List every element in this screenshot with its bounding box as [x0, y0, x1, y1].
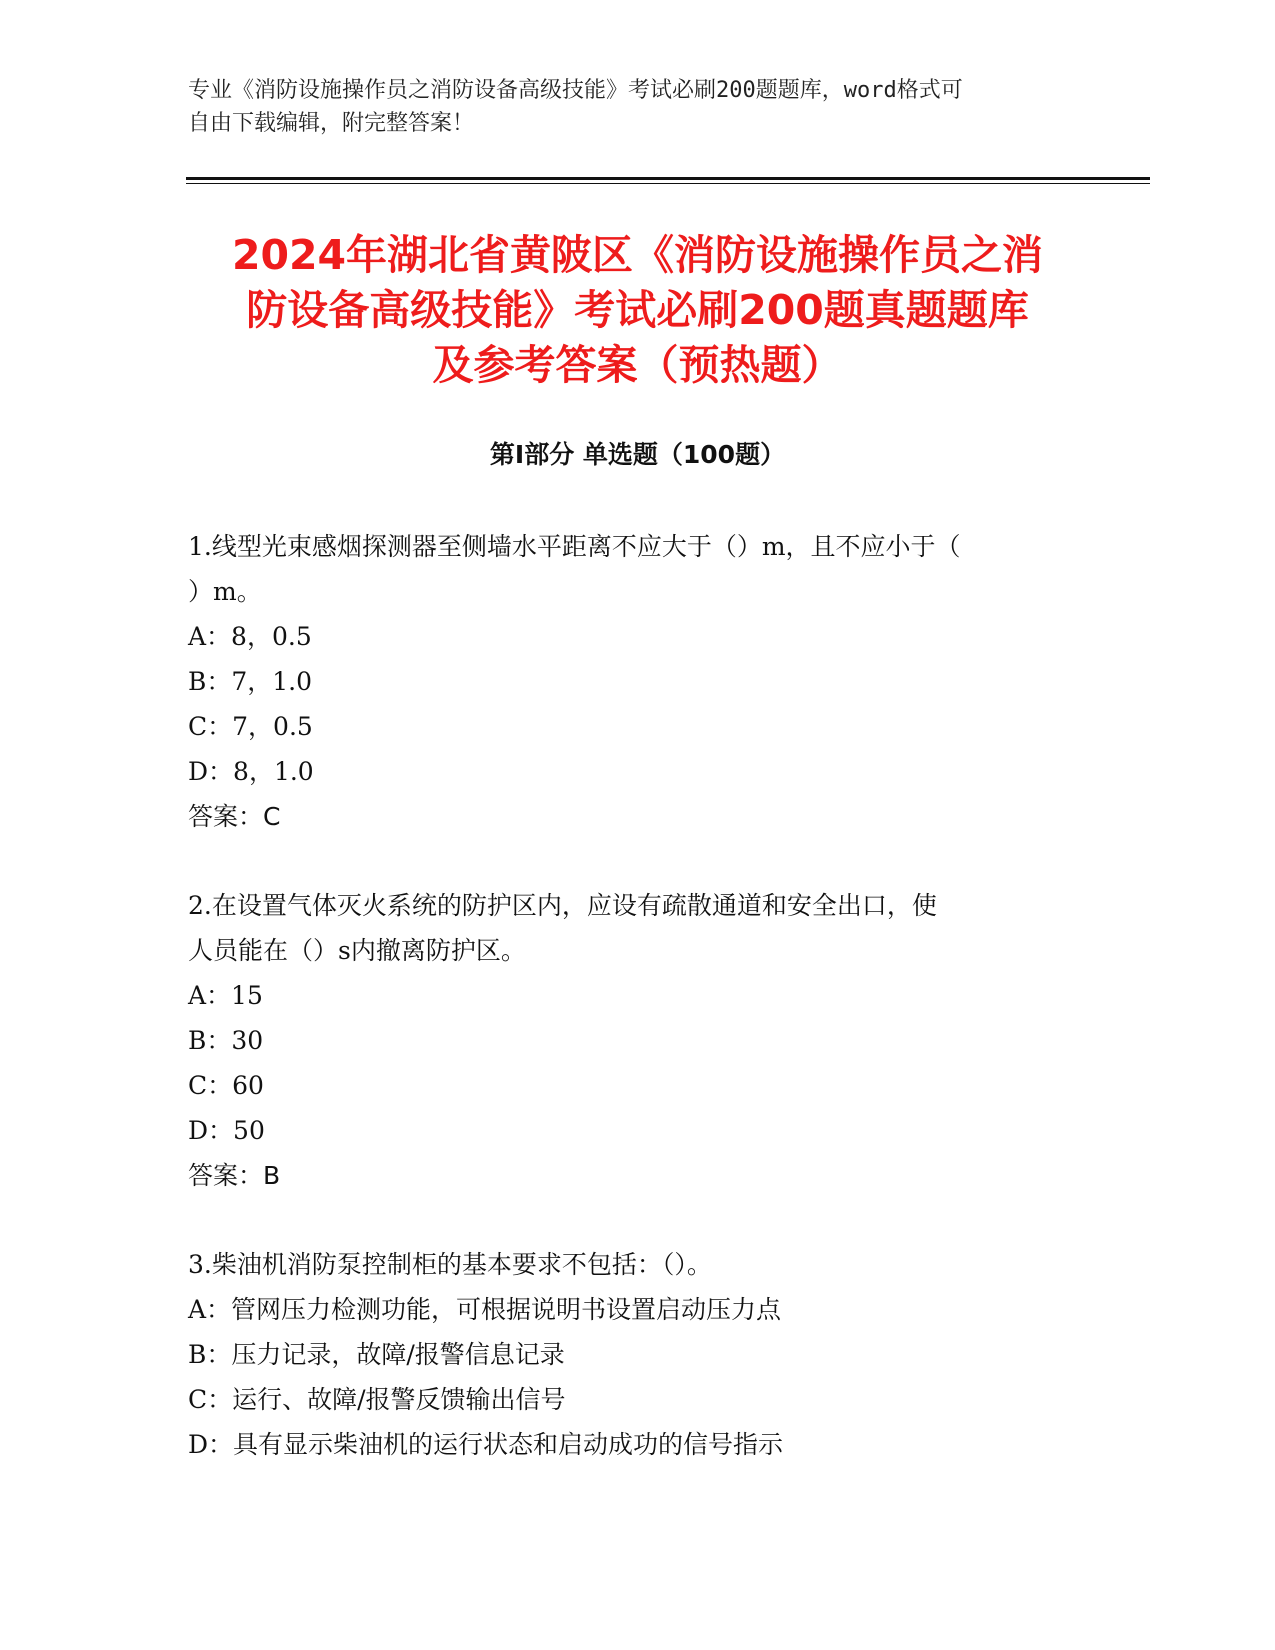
header-note — [188, 74, 1068, 140]
option-a: A：15 — [188, 981, 263, 1010]
question-1 — [188, 524, 1088, 839]
answer: 答案：B — [188, 1161, 281, 1190]
title-line-1: 2024年湖北省黄陂区《消防设施操作员之消 — [231, 231, 1044, 279]
question-2 — [188, 883, 1088, 1198]
question-stem-continued: 人员能在（）s内撤离防护区。 — [188, 936, 526, 965]
option-d: D：具有显示柴油机的运行状态和启动成功的信号指示 — [188, 1430, 784, 1459]
option-a: A：8，0.5 — [188, 622, 312, 651]
header-note-line-1: 专业《消防设施操作员之消防设备高级技能》考试必刷200题题库，word格式可 — [188, 78, 963, 103]
section-title: 第Ⅰ部分 单选题（100题） — [489, 440, 786, 469]
title-line-2: 防设备高级技能》考试必刷200题真题题库 — [246, 286, 1029, 334]
document-title — [150, 228, 1125, 393]
question-list — [188, 524, 1088, 1511]
option-c: C：60 — [188, 1071, 264, 1100]
question-stem: 3.柴油机消防泵控制柜的基本要求不包括：（）。 — [188, 1250, 712, 1279]
title-line-3: 及参考答案（预热题） — [432, 341, 843, 389]
question-stem: 1.线型光束感烟探测器至侧墙水平距离不应大于（）m，且不应小于（ — [188, 532, 961, 561]
question-3 — [188, 1242, 1088, 1467]
header-rule-thin — [186, 183, 1150, 184]
option-c: C：7，0.5 — [188, 712, 313, 741]
option-d: D：50 — [188, 1116, 265, 1145]
option-c: C：运行、故障/报警反馈输出信号 — [188, 1385, 566, 1414]
answer: 答案：C — [188, 802, 281, 831]
question-stem: 2.在设置气体灭火系统的防护区内，应设有疏散通道和安全出口，使 — [188, 891, 937, 920]
option-a: A：管网压力检测功能，可根据说明书设置启动压力点 — [188, 1295, 782, 1324]
option-d: D：8，1.0 — [188, 757, 314, 786]
header-rule-thick — [186, 177, 1150, 180]
header-note-line-2: 自由下载编辑，附完整答案！ — [188, 111, 475, 136]
option-b: B：30 — [188, 1026, 264, 1055]
option-b: B：7，1.0 — [188, 667, 313, 696]
option-b: B：压力记录，故障/报警信息记录 — [188, 1340, 565, 1369]
question-stem-continued: ）m。 — [188, 577, 262, 606]
